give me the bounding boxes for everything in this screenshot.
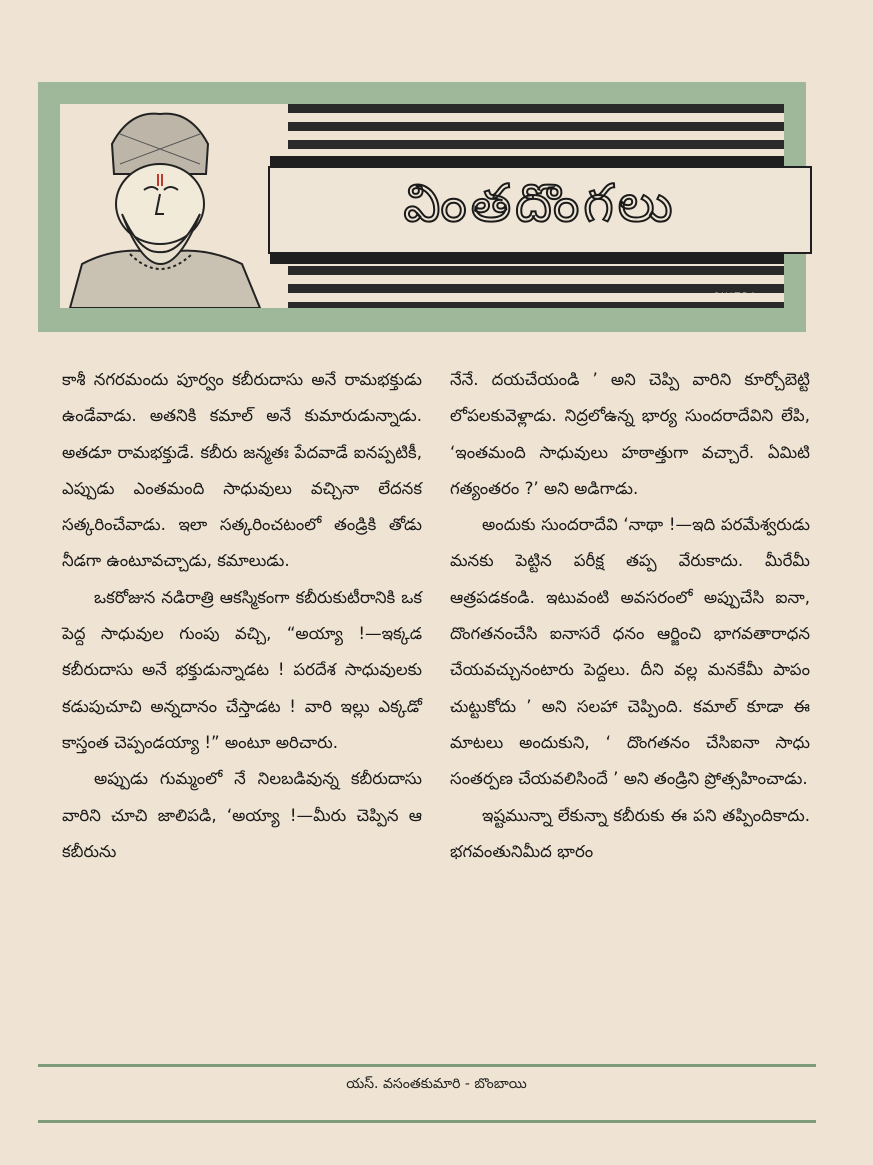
paragraph: ఒకరోజున నడిరాత్రి ఆకస్మికంగా కబీరుకుటీరానికి ఒక పెద్ద సాధువుల గుంపు వచ్చి, “అయ్యా !—ఇక్కడ కబీరుదాసు అనే భక్తుడున్నాడట ! పరదేశ సాధువులకు కడుపుచూచి అన్నదానం చేస్తాడట ! వారి ఇల్లు ఎక్కడో కాస్తంత చెప్పండయ్యా !” అంటూ అరిచారు. [62, 587, 422, 752]
author-byline: యస్. వసంతకుమారి - బొంబాయి [346, 1076, 527, 1092]
paragraph: అప్పుడు గుమ్మంలో నే నిలబడివున్న కబీరుదాసు వారిని చూచి జాలిపడి, ‘అయ్యా !—మీరు చెప్పిన ఆ కబీరును [62, 769, 422, 861]
banner-panel [60, 104, 784, 308]
right-column [450, 362, 810, 1042]
story-columns [62, 362, 810, 1042]
artist-credit: CHITRA [712, 292, 758, 302]
paragraph: ఇష్టమున్నా లేకున్నా కబీరుకు ఈ పని తప్పిందికాదు. భగవంతునిమీద భారం [450, 805, 810, 861]
paragraph: అందుకు సుందరాదేవి ‘నాథా !—ఇది పరమేశ్వరుడు మనకు పెట్టిన పరీక్ష తప్ప వేరుకాదు. మీరేమీ ఆత్రపడకండి. ఇటువంటి అవసరంలో అప్పుచేసి ఐనా, దొంగతనంచేసి ఐనాసరే ధనం ఆర్జించి భాగవతారాధన చేయవచ్చునంటారు పెద్దలు. దీని వల్ల మనకేమీ పాపం చుట్టుకోదు ’ అని సలహా చెప్పింది. కమాల్ కూడా ఈ మాటలు అందుకుని, ‘ దొంగతనం చేసిఐనా సాధు సంతర్పణ చేయవలిసిందే ’ అని తండ్రిని ప్రోత్సహించాడు. [450, 515, 810, 789]
paragraph: కాశీ నగరమందు పూర్వం కబీరుదాసు అనే రామభక్తుడు ఉండేవాడు. అతనికి కమాల్ అనే కుమారుడున్నాడు. అతడూ రామభక్తుడే. కబీరు జన్మతః పేదవాడే ఐనప్పటికీ, ఎప్పుడు ఎంతమంది సాధువులు వచ్చినా లేదనక సత్కరించేవాడు. ఇలా సత్కరించటంలో తండ్రికి తోడు నీడగా ఉంటూవచ్చాడు, కమాలుడు. [62, 370, 422, 571]
paragraph: నేనే. దయచేయండి ’ అని చెప్పి వారిని కూర్చోబెట్టి లోపలకువెళ్లాడు. నిద్రలోఉన్న భార్య సుందరాదేవిని లేపి, ‘ఇంతమంది సాధువులు హఠాత్తుగా వచ్చారే. ఏమిటి గత్యంతరం ?’ అని అడిగాడు. [450, 370, 810, 498]
title-banner [38, 82, 806, 332]
kabir-portrait-illustration [60, 104, 270, 308]
footer-rule-bottom [38, 1120, 816, 1123]
title-box [268, 166, 812, 254]
left-column [62, 362, 422, 1042]
footer-rule-top [38, 1064, 816, 1067]
page-title: వింతదొంగలు [403, 173, 677, 234]
